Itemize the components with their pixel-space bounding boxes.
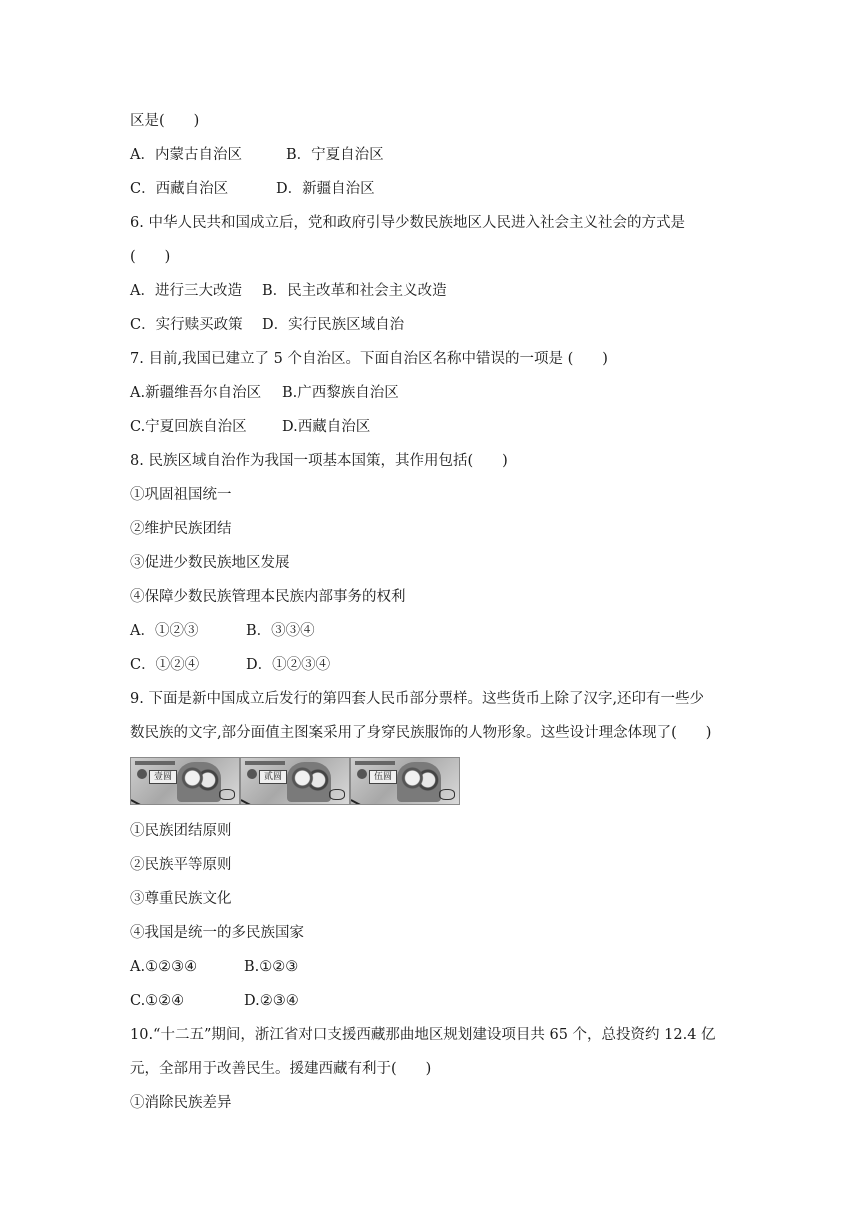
q5-option-a[interactable]: A．内蒙古自治区: [130, 147, 242, 163]
q8-option-b[interactable]: B．③③④: [246, 623, 315, 639]
q6-option-d[interactable]: D．实行民族区域自治: [262, 317, 405, 333]
q5-option-b[interactable]: B．宁夏自治区: [286, 147, 384, 163]
q9-option-a[interactable]: A.①②③④: [130, 959, 198, 975]
national-emblem-icon: [247, 769, 257, 779]
banknote-2-yuan: [240, 757, 350, 805]
q6-option-c[interactable]: C．实行赎买政策: [130, 317, 243, 333]
q9-item-2: ②民族平等原则: [130, 857, 232, 873]
q8-item-4: ④保障少数民族管理本民族内部事务的权利: [130, 589, 406, 605]
q6-stem-line1: 6. 中华人民共和国成立后，党和政府引导少数民族地区人民进入社会主义社会的方式是: [130, 215, 685, 231]
q7-option-d[interactable]: D.西藏自治区: [282, 419, 371, 435]
q5-option-d[interactable]: D．新疆自治区: [276, 181, 375, 197]
portrait-figures: [287, 762, 331, 802]
q7-option-b[interactable]: B.广西黎族自治区: [282, 385, 399, 401]
q9-option-b[interactable]: B.①②③: [244, 959, 299, 975]
q8-option-a[interactable]: A．①②③: [130, 623, 199, 639]
q10-stem-line1: 10.“十二五”期间，浙江省对口支援西藏那曲地区规划建设项目共 65 个，总投资约 12.4 亿: [130, 1027, 716, 1043]
q9-option-d[interactable]: D.②③④: [244, 993, 299, 1009]
banknote-1-yuan: [130, 757, 240, 805]
q5-stem-continuation: 区是( ): [130, 113, 200, 129]
q9-item-3: ③尊重民族文化: [130, 891, 232, 907]
q8-option-c[interactable]: C．①②④: [130, 657, 200, 673]
q9-option-c[interactable]: C.①②④: [130, 993, 185, 1009]
banknote-denomination: 壹圆: [149, 770, 177, 784]
q10-item-1: ①消除民族差异: [130, 1095, 232, 1111]
q9-stem-line1: 9. 下面是新中国成立后发行的第四套人民币部分票样。这些货币上除了汉字,还印有一些少: [130, 691, 705, 707]
q7-option-a[interactable]: A.新疆维吾尔自治区: [130, 385, 262, 401]
q6-stem-line2: ( ): [130, 249, 171, 265]
national-emblem-icon: [137, 769, 147, 779]
banknote-samples-image: [130, 757, 460, 803]
q8-item-3: ③促进少数民族地区发展: [130, 555, 290, 571]
q7-stem: 7. 目前,我国已建立了 5 个自治区。下面自治区名称中错误的一项是 ( ): [130, 351, 608, 367]
banknote-denomination: 贰圆: [259, 770, 287, 784]
q8-item-1: ①巩固祖国统一: [130, 487, 232, 503]
q9-item-1: ①民族团结原则: [130, 823, 232, 839]
q9-item-4: ④我国是统一的多民族国家: [130, 925, 304, 941]
q8-option-d[interactable]: D．①②③④: [246, 657, 331, 673]
q8-stem: 8. 民族区域自治作为我国一项基本国策，其作用包括( ): [130, 453, 508, 469]
q9-stem-line2: 数民族的文字,部分面值主图案采用了身穿民族服饰的人物形象。这些设计理念体现了( ): [130, 725, 712, 741]
banknote-5-yuan: [350, 757, 460, 805]
national-emblem-icon: [357, 769, 367, 779]
q8-item-2: ②维护民族团结: [130, 521, 232, 537]
q6-option-a[interactable]: A．进行三大改造: [130, 283, 242, 299]
q5-option-c[interactable]: C．西藏自治区: [130, 181, 229, 197]
q7-option-c[interactable]: C.宁夏回族自治区: [130, 419, 247, 435]
q10-stem-line2: 元，全部用于改善民生。援建西藏有利于( ): [130, 1061, 432, 1077]
q6-option-b[interactable]: B．民主改革和社会主义改造: [262, 283, 447, 299]
banknote-denomination: 伍圆: [369, 770, 397, 784]
portrait-figures: [177, 762, 221, 802]
portrait-figures: [397, 762, 441, 802]
